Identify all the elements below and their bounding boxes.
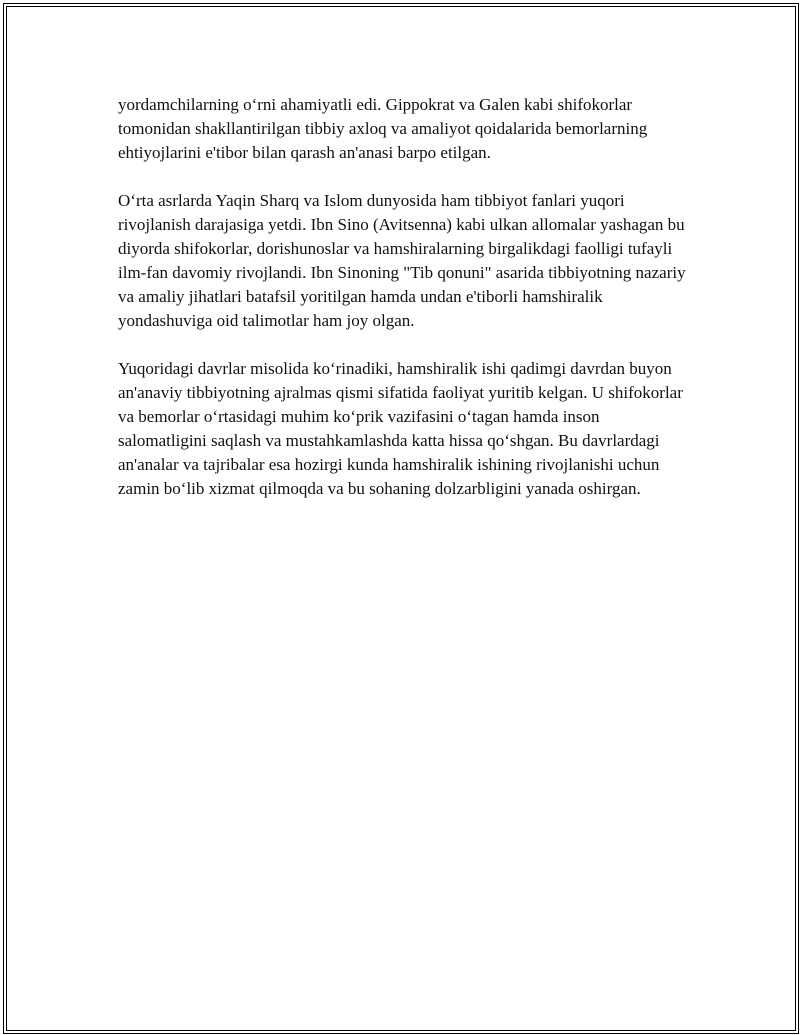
document-body	[118, 93, 688, 525]
paragraph-3: Yuqoridagi davrlar misolida ko‘rinadiki, hamshiralik ishi qadimgi davrdan buyon an'anaviy tibbiyotning ajralmas qismi sifatida faoliyat yuritib kelgan. U shifokorlar va bemorlar o‘rtasidagi muhim ko‘prik vazifasini o‘tagan hamda inson salomatligini saqlash va mustahkamlashda katta hissa qo‘shgan. Bu davrlardagi an'analar va tajribalar esa hozirgi kunda hamshiralik ishining rivojlanishi uchun zamin bo‘lib xizmat qilmoqda va bu sohaning dolzarbligini yanada oshirgan.	[118, 359, 683, 498]
paragraph-1: yordamchilarning o‘rni ahamiyatli edi. Gippokrat va Galen kabi shifokorlar tomonidan shakllantirilgan tibbiy axloq va amaliyot qoidalarida bemorlarning ehtiyojlarini e'tibor bilan qarash an'anasi barpo etilgan.	[118, 95, 648, 162]
paragraph-2: O‘rta asrlarda Yaqin Sharq va Islom dunyosida ham tibbiyot fanlari yuqori rivojlanish darajasiga yetdi. Ibn Sino (Avitsenna) kabi ulkan allomalar yashagan bu diyorda shifokorlar, dorishunoslar va hamshiralarning birgalikdagi faolligi tufayli ilm-fan davomiy rivojlandi. Ibn Sinoning "Tib qonuni" asarida tibbiyotning nazariy va amaliy jihatlari batafsil yoritilgan hamda undan e'tiborli hamshiralik yondashuviga oid talimotlar ham joy olgan.	[118, 191, 686, 330]
